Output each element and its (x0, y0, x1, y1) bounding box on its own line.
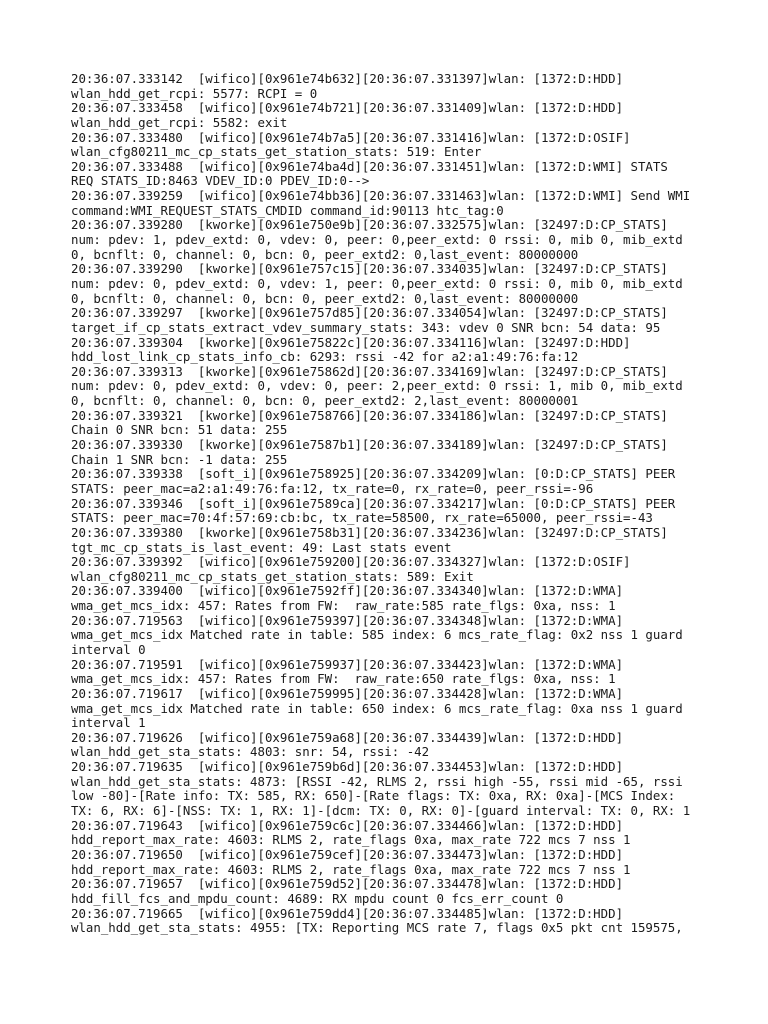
log-line: hdd_report_max_rate: 4603: RLMS 2, rate_flags 0xa, max_rate 722 mcs 7 nss 1 (71, 861, 631, 877)
log-line: wma_get_mcs_idx Matched rate in table: 585 index: 6 mcs_rate_flag: 0x2 nss 1 guard (71, 627, 683, 643)
log-line: 20:36:07.719617 [wifico][0x961e759995][20:36:07.334428]wlan: [1372:D:WMA] (71, 685, 624, 701)
log-line: 20:36:07.339259 [wifico][0x961e74bb36][20:36:07.331463]wlan: [1372:D:WMI] Send WMI (71, 188, 691, 204)
log-line: tgt_mc_cp_stats_is_last_event: 49: Last stats event (71, 539, 452, 555)
log-line: hdd_report_max_rate: 4603: RLMS 2, rate_flags 0xa, max_rate 722 mcs 7 nss 1 (71, 832, 631, 848)
log-line: 20:36:07.333480 [wifico][0x961e74b7a5][20:36:07.331416]wlan: [1372:D:OSIF] (71, 129, 631, 145)
log-line: wma_get_mcs_idx Matched rate in table: 650 index: 6 mcs_rate_flag: 0xa nss 1 guard (71, 700, 683, 716)
log-line: 0, bcnflt: 0, channel: 0, bcn: 0, peer_extd2: 2,last_event: 80000001 (71, 393, 579, 409)
log-line: TX: 6, RX: 6]-[NSS: TX: 1, RX: 1]-[dcm: TX: 0, RX: 0]-[guard interval: TX: 0, RX: 1 (71, 803, 691, 819)
log-line: num: pdev: 0, pdev_extd: 0, vdev: 1, peer: 0,peer_extd: 0 rssi: 0, mib 0, mib_extd (71, 275, 683, 291)
log-line: 20:36:07.719665 [wifico][0x961e759dd4][20:36:07.334485]wlan: [1372:D:HDD] (71, 905, 624, 921)
log-line: 20:36:07.339313 [kworke][0x961e75862d][20:36:07.334169]wlan: [32497:D:CP_STATS] (71, 363, 668, 379)
log-line: wlan_cfg80211_mc_cp_stats_get_station_stats: 589: Exit (71, 568, 474, 584)
log-line: 20:36:07.333488 [wifico][0x961e74ba4d][20:36:07.331451]wlan: [1372:D:WMI] STATS (71, 158, 668, 174)
log-line: 20:36:07.339338 [soft_i][0x961e758925][20:36:07.334209]wlan: [0:D:CP_STATS] PEER (71, 466, 676, 482)
log-line: REQ STATS_ID:8463 VDEV_ID:0 PDEV_ID:0--> (71, 173, 370, 189)
log-line: STATS: peer_mac=a2:a1:49:76:fa:12, tx_rate=0, rx_rate=0, peer_rssi=-96 (71, 480, 594, 496)
log-line: command:WMI_REQUEST_STATS_CMDID command_id:90113 htc_tag:0 (71, 202, 504, 218)
log-line: 20:36:07.719626 [wifico][0x961e759a68][20:36:07.334439]wlan: [1372:D:HDD] (71, 729, 624, 745)
log-line: num: pdev: 0, pdev_extd: 0, vdev: 0, peer: 2,peer_extd: 0 rssi: 1, mib 0, mib_extd (71, 378, 683, 394)
log-line: hdd_fill_fcs_and_mpdu_count: 4689: RX mpdu count 0 fcs_err_count 0 (71, 890, 564, 906)
log-line: hdd_lost_link_cp_stats_info_cb: 6293: rssi -42 for a2:a1:49:76:fa:12 (71, 349, 579, 365)
log-line: target_if_cp_stats_extract_vdev_summary_stats: 343: vdev 0 SNR bcn: 54 data: 95 (71, 319, 661, 335)
log-line: wlan_cfg80211_mc_cp_stats_get_station_stats: 519: Enter (71, 144, 482, 160)
log-line: 0, bcnflt: 0, channel: 0, bcn: 0, peer_extd2: 0,last_event: 80000000 (71, 246, 579, 262)
log-line: interval 0 (71, 641, 146, 657)
log-line: wlan_hdd_get_rcpi: 5582: exit (71, 114, 288, 130)
log-line: 20:36:07.719643 [wifico][0x961e759c6c][20:36:07.334466]wlan: [1372:D:HDD] (71, 817, 624, 833)
log-line: 20:36:07.339400 [wifico][0x961e7592ff][20:36:07.334340]wlan: [1372:D:WMA] (71, 583, 624, 599)
log-line: 20:36:07.719650 [wifico][0x961e759cef][20:36:07.334473]wlan: [1372:D:HDD] (71, 846, 624, 862)
log-line: 20:36:07.719635 [wifico][0x961e759b6d][20:36:07.334453]wlan: [1372:D:HDD] (71, 759, 624, 775)
log-line: 20:36:07.719657 [wifico][0x961e759d52][20:36:07.334478]wlan: [1372:D:HDD] (71, 876, 624, 892)
log-line: 20:36:07.339280 [kworke][0x961e750e9b][20:36:07.332575]wlan: [32497:D:CP_STATS] (71, 217, 668, 233)
log-line: 20:36:07.339392 [wifico][0x961e759200][20:36:07.334327]wlan: [1372:D:OSIF] (71, 554, 631, 570)
log-line: 20:36:07.333458 [wifico][0x961e74b721][20:36:07.331409]wlan: [1372:D:HDD] (71, 100, 624, 116)
log-line: low -80]-[Rate info: TX: 585, RX: 650]-[Rate flags: TX: 0xa, RX: 0xa]-[MCS Index: (71, 788, 676, 804)
log-line: interval 1 (71, 715, 146, 731)
log-line: 20:36:07.339304 [kworke][0x961e75822c][20:36:07.334116]wlan: [32497:D:HDD] (71, 334, 631, 350)
log-line: 20:36:07.339346 [soft_i][0x961e7589ca][20:36:07.334217]wlan: [0:D:CP_STATS] PEER (71, 495, 676, 511)
log-line: STATS: peer_mac=70:4f:57:69:cb:bc, tx_rate=58500, rx_rate=65000, peer_rssi=-43 (71, 510, 653, 526)
log-line: 20:36:07.339290 [kworke][0x961e757c15][20:36:07.334035]wlan: [32497:D:CP_STATS] (71, 261, 668, 277)
log-text-block (71, 72, 711, 936)
log-line: wma_get_mcs_idx: 457: Rates from FW: raw_rate:650 rate_flgs: 0xa, nss: 1 (71, 671, 616, 687)
log-line: 0, bcnflt: 0, channel: 0, bcn: 0, peer_extd2: 0,last_event: 80000000 (71, 290, 579, 306)
log-line: 20:36:07.333142 [wifico][0x961e74b632][20:36:07.331397]wlan: [1372:D:HDD] (71, 71, 624, 86)
log-line: 20:36:07.719563 [wifico][0x961e759397][20:36:07.334348]wlan: [1372:D:WMA] (71, 612, 624, 628)
log-line: 20:36:07.339330 [kworke][0x961e7587b1][20:36:07.334189]wlan: [32497:D:CP_STATS] (71, 437, 668, 453)
log-line: wlan_hdd_get_sta_stats: 4955: [TX: Reporting MCS rate 7, flags 0x5 pkt cnt 159575, (71, 920, 683, 936)
log-line: wma_get_mcs_idx: 457: Rates from FW: raw_rate:585 rate_flgs: 0xa, nss: 1 (71, 598, 616, 614)
log-line: Chain 1 SNR bcn: -1 data: 255 (71, 451, 288, 467)
log-line: 20:36:07.339297 [kworke][0x961e757d85][20:36:07.334054]wlan: [32497:D:CP_STATS] (71, 305, 668, 321)
log-line: num: pdev: 1, pdev_extd: 0, vdev: 0, peer: 0,peer_extd: 0 rssi: 0, mib 0, mib_extd (71, 232, 683, 248)
log-line: 20:36:07.339380 [kworke][0x961e758b31][20:36:07.334236]wlan: [32497:D:CP_STATS] (71, 524, 668, 540)
log-line: Chain 0 SNR bcn: 51 data: 255 (71, 422, 288, 438)
log-line: 20:36:07.719591 [wifico][0x961e759937][20:36:07.334423]wlan: [1372:D:WMA] (71, 656, 624, 672)
log-line: wlan_hdd_get_sta_stats: 4873: [RSSI -42, RLMS 2, rssi high -55, rssi mid -65, rssi (71, 773, 683, 789)
log-line: 20:36:07.339321 [kworke][0x961e758766][20:36:07.334186]wlan: [32497:D:CP_STATS] (71, 407, 668, 423)
log-line: wlan_hdd_get_sta_stats: 4803: snr: 54, rssi: -42 (71, 744, 430, 760)
log-line: wlan_hdd_get_rcpi: 5577: RCPI = 0 (71, 85, 318, 101)
